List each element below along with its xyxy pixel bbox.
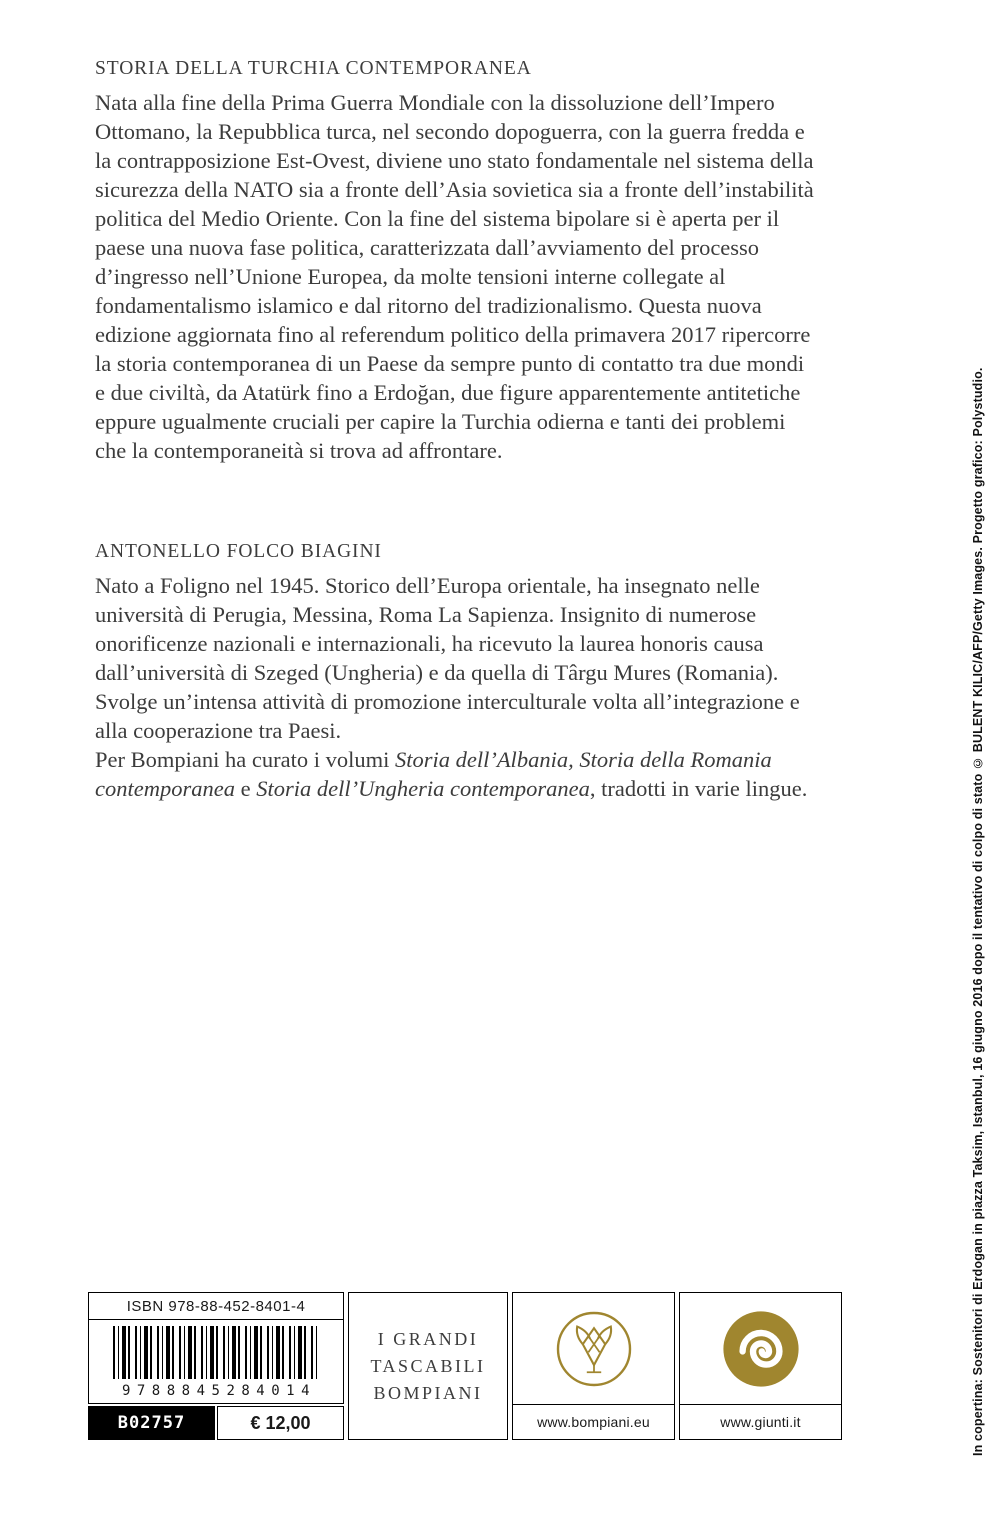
author-name: ANTONELLO FOLCO BIAGINI — [95, 541, 382, 562]
price-row — [88, 1406, 344, 1440]
book-synopsis: Nata alla fine della Prima Guerra Mondiale con la dissoluzione dell’Impero Ottomano, la Repubblica turca, nel secondo dopoguerra, con la guerra fredda e la contrapposizione Est-Ovest, diviene uno stato fondamentale nel sistema della sicurezza della NATO sia a fronte dell’Asia sovietica sia a fronte dell’instabilità politica del Medio Oriente. Con la fine del sistema bipolare si è aperta per il paese una nuova fase politica, caratterizzata dall’avviamento del processo d’ingresso nell’Unione Europea, da molte tensioni interne collegate al fondamentalismo islamico e dal ritorno del tradizionalismo. Questa nuova edizione aggiornata fino al referendum politico della primavera 2017 ripercorre la storia contemporanea di un Paese da sempre punto di contatto tra due mondi e due civiltà, da Atatürk fino a Erdoğan, due figure apparentemente antitetiche eppure ugualmente cruciali per capire la Turchia odierna e tanti dei problemi che la contemporaneità si trova ad affrontare. — [95, 90, 814, 463]
bompiani-box — [512, 1292, 675, 1440]
series-line: I GRANDI — [377, 1328, 479, 1349]
book-title: STORIA DELLA TURCHIA CONTEMPORANEA — [95, 58, 532, 79]
giunti-spiral-logo-icon — [721, 1309, 801, 1389]
works-title-segment: Storia dell’Ungheria contemporanea — [256, 776, 590, 801]
giunti-logo-area — [680, 1293, 841, 1404]
back-cover-text — [95, 58, 817, 803]
isbn-block — [88, 1292, 344, 1440]
works-text-segment: e — [234, 776, 257, 801]
author-works — [95, 745, 817, 803]
price: € 12,00 — [217, 1406, 344, 1440]
series-line: BOMPIANI — [373, 1382, 483, 1403]
footer-band — [88, 1292, 842, 1440]
series-box — [348, 1292, 508, 1440]
works-title-segment: Storia dell’Albania, Storia della Romania contemporanea — [95, 747, 772, 801]
author-bio: Nato a Foligno nel 1945. Storico dell’Europa orientale, ha insegnato nelle università di Perugia, Messina, Roma La Sapienza. Insignito di numerose onorificenze nazionali e internazionali, ha ricevuto la laurea honoris causa dall’università di Szeged (Ungheria) e da quella di Târgu Mures (Romania). Svolge un’intensa attività di promozione interculturale volta all’integrazione e alla cooperazione tra Paesi. — [95, 573, 800, 743]
barcode-icon — [113, 1326, 319, 1379]
works-text-segment: , tradotti in varie lingue. — [589, 776, 808, 801]
product-code: B02757 — [88, 1406, 215, 1440]
giunti-url: www.giunti.it — [680, 1404, 841, 1439]
isbn-label: ISBN 978-88-452-8401-4 — [89, 1293, 343, 1320]
bompiani-tulip-logo-icon — [554, 1309, 634, 1389]
author-section — [95, 541, 817, 803]
bompiani-url: www.bompiani.eu — [513, 1404, 674, 1439]
giunti-box — [679, 1292, 842, 1440]
bompiani-logo-area — [513, 1293, 674, 1404]
series-line: TASCABILI — [370, 1355, 486, 1376]
isbn-box — [88, 1292, 344, 1404]
photo-credit-note: In copertina: Sostenitori di Erdogan in piazza Taksim, Istanbul, 16 giugno 2016 dopo il tentativo di colpo di stato © BULENT KILIC/AFP/Getty Images. Progetto grafico: Polystudio. — [971, 367, 985, 1456]
barcode-digits: 9788845284014 — [121, 1383, 317, 1399]
works-text-segment: Per Bompiani ha curato i volumi — [95, 747, 395, 772]
